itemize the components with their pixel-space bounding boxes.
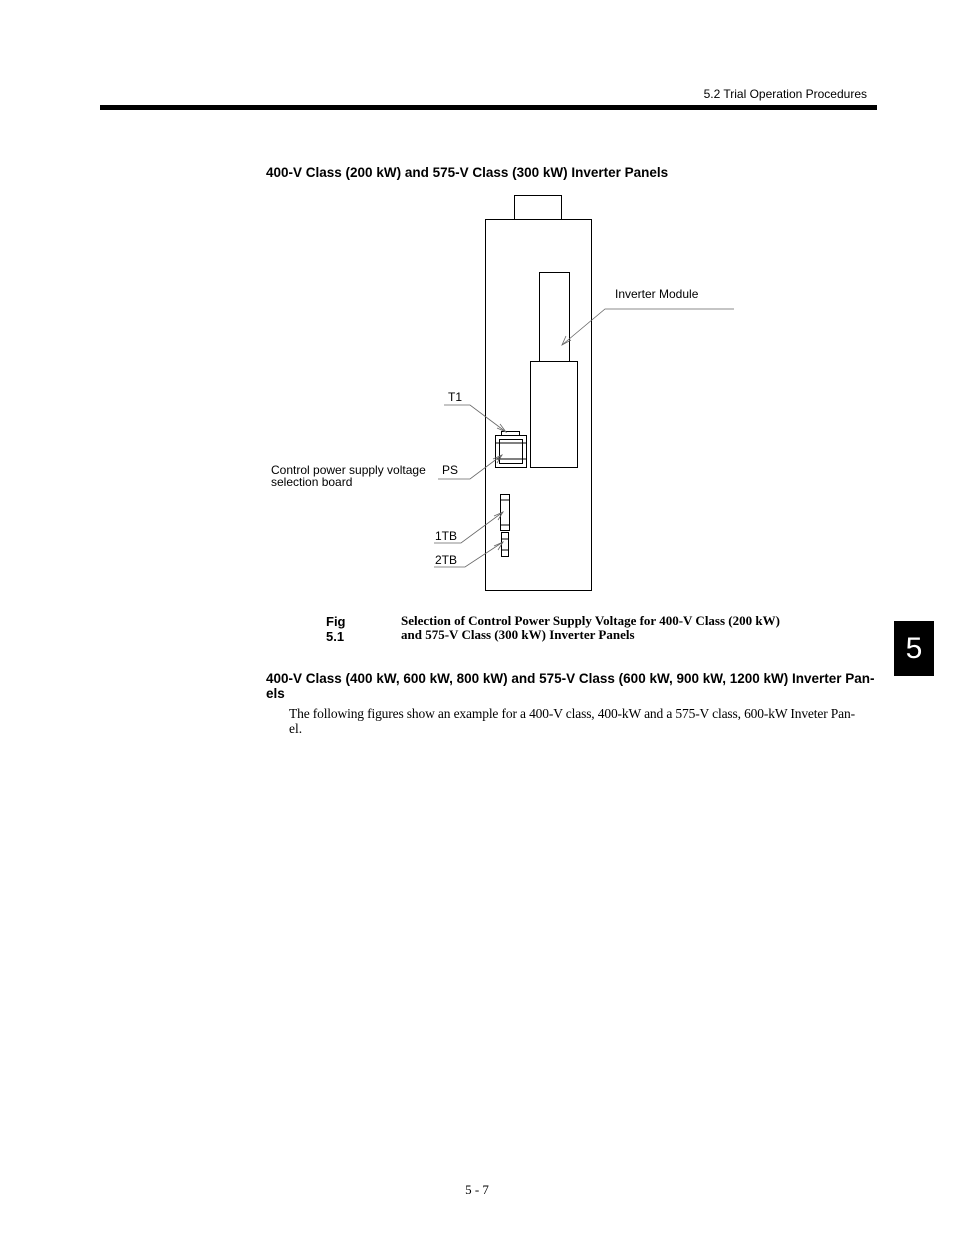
figure-number: Fig 5.1 — [326, 614, 346, 644]
figure-title-line: and 575-V Class (300 kW) Inverter Panels — [401, 627, 635, 642]
inverter-panel-diagram — [0, 0, 954, 610]
section-heading-line: 400-V Class (400 kW, 600 kW, 800 kW) and 575-V Class (600 kW, 900 kW, 1200 kW) Inverter Pan- — [266, 671, 875, 686]
figure-title-line: Selection of Control Power Supply Voltage for 400-V Class (200 kW) — [401, 613, 780, 628]
ps-label: PS — [442, 463, 459, 477]
chapter-tab: 5 — [894, 621, 934, 676]
2tb-label: 2TB — [435, 553, 458, 567]
body-paragraph — [289, 706, 881, 736]
section-heading-line: els — [266, 686, 285, 701]
paragraph-line: The following figures show an example for a 400-V class, 400-kW and a 575-V class, 600-kW Inveter Pan- — [289, 706, 855, 721]
inverter-module-leader — [562, 309, 734, 345]
section-heading — [266, 671, 882, 701]
t1-leader — [444, 405, 506, 432]
page-number: 5 - 7 — [465, 1182, 489, 1197]
panel-top-cap — [515, 196, 562, 220]
inverter-module-label: Inverter Module — [615, 287, 699, 301]
t1-cap — [502, 432, 520, 436]
selection-board-label-line1: Control power supply voltage — [271, 463, 426, 477]
inverter-module-column — [540, 273, 570, 362]
t1-label: T1 — [448, 390, 463, 404]
figure-title — [401, 614, 861, 642]
paragraph-line: el. — [289, 721, 303, 736]
terminal-block-2tb — [502, 533, 509, 557]
1tb-label: 1TB — [435, 529, 458, 543]
running-head: 5.2 Trial Operation Procedures — [703, 87, 867, 101]
selection-board-label-line2: selection board — [271, 475, 353, 489]
section-heading: 400-V Class (200 kW) and 575-V Class (300 kW) Inverter Panels — [266, 165, 669, 180]
ps-outer — [496, 436, 527, 468]
inverter-module-body — [531, 362, 578, 468]
